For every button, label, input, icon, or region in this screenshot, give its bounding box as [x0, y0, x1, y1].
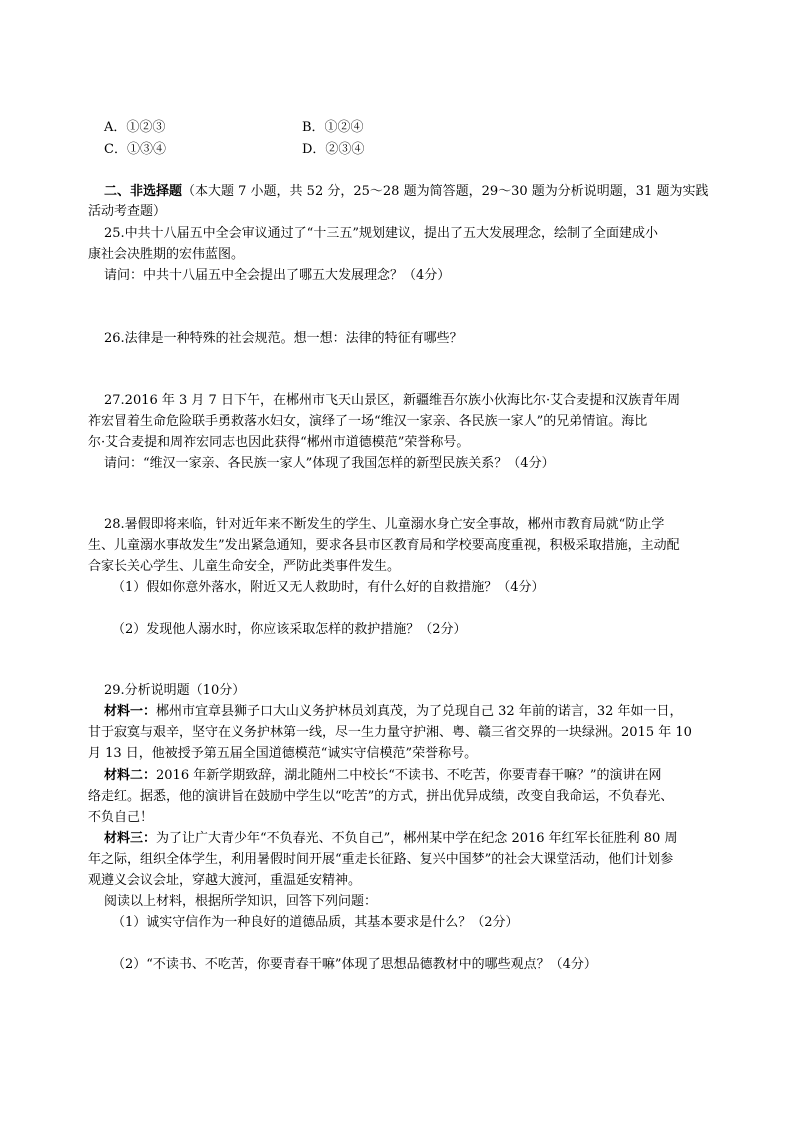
q29-material-1 [104, 701, 683, 722]
q28-subquestion-2: （2）发现他人溺水时，你应该采取怎样的救护措施？（2分） [112, 622, 467, 637]
q27-text: 27.2016 年 3 月 7 日下午，在郴州市飞天山景区，新疆维吾尔族小伙海比尔·艾合麦提和汉族青年周 [104, 393, 681, 408]
material-3-text: 为了让广大青少年“不负春光、不负自己”，郴州某中学在纪念 2016 年红军长征胜利 80 周 [156, 831, 678, 846]
q29-material-2-cont1: 络走红。据悉，他的演讲旨在鼓励中学生以“吃苦”的方式，拼出优异成绩，改变自我命运，不负春光、 [88, 789, 674, 804]
material-1-text: 郴州市宜章县狮子口大山义务护林员刘真茂，为了兑现自己 32 年前的诺言，32 年如一日， [156, 704, 683, 719]
material-2-text: 2016 年新学期致辞，湖北随州二中校长“不读书、不吃苦，你要青春干嘛？”的演讲在网 [156, 768, 662, 783]
q25-text: 25.中共十八届五中全会审议通过了“十三五”规划建议，提出了五大发展理念，绘制了全面建成小 [104, 226, 658, 241]
q28-text-cont1: 生、儿童溺水事故发生”发出紧急通知，要求各县市区教育局和学校要高度重视，积极采取措施，主动配 [88, 538, 680, 553]
q25-text-cont: 康社会决胜期的宏伟蓝图。 [88, 247, 245, 262]
material-3-label: 材料三： [104, 831, 157, 846]
choice-d: D．②③④ [302, 142, 365, 157]
q29-instruction: 阅读以上材料，根据所学知识，回答下列问题： [104, 894, 378, 909]
q27-text-cont2: 尔·艾合麦提和周祚宏同志也因此获得“郴州市道德模范”荣誉称号。 [88, 435, 470, 450]
q29-material-2-cont2: 不负自己！ [88, 810, 154, 825]
choice-a: A．①②③ [104, 120, 166, 135]
material-1-label: 材料一： [104, 704, 157, 719]
choice-c: C．①③④ [104, 142, 166, 157]
q28-subquestion-1: （1）假如你意外落水，附近又无人救助时，有什么好的自救措施？（4分） [112, 580, 545, 595]
choice-b: B．①②④ [302, 120, 364, 135]
section2-intro: （本大题 7 小题，共 52 分，25～28 题为简答题，29～30 题为分析说明题，31 题为实践 [182, 184, 709, 199]
q29-title: 29.分析说明题（10分） [104, 683, 246, 698]
q29-material-2 [104, 765, 662, 786]
q29-material-3-cont2: 观遵义会议会址，穿越大渡河，重温延安精神。 [88, 873, 362, 888]
section2-heading: 二、非选择题 [104, 184, 183, 199]
q29-material-1-cont2: 月 13 日，他被授予第五届全国道德模范“诚实守信模范”荣誉称号。 [88, 746, 478, 761]
section2-heading-line [104, 181, 708, 202]
q29-subquestion-2: （2）“不读书、不吃苦，你要青春干嘛”体现了思想品德教材中的哪些观点？（4分） [112, 957, 597, 972]
q26-question: 26.法律是一种特殊的社会规范。想一想：法律的特征有哪些？ [104, 331, 463, 346]
q27-question: 请问：“维汉一家亲、各民族一家人”体现了我国怎样的新型民族关系？（4分） [104, 456, 555, 471]
q29-material-3 [104, 828, 677, 849]
q28-text: 28.暑假即将来临，针对近年来不断发生的学生、儿童溺水身亡安全事故，郴州市教育局就“防止学 [104, 517, 665, 532]
q29-material-3-cont1: 年之际，组织全体学生，利用暑假时间开展“重走长征路、复兴中国梦”的社会大课堂活动，他们计划参 [88, 852, 674, 867]
q29-subquestion-1: （1）诚实守信作为一种良好的道德品质，其基本要求是什么？（2分） [112, 915, 519, 930]
section2-intro-cont: 活动考查题） [88, 204, 167, 219]
q28-text-cont2: 合家长关心学生、儿童生命安全，严防此类事件发生。 [88, 559, 401, 574]
material-2-label: 材料二： [104, 768, 157, 783]
q27-text-cont1: 祚宏冒着生命危险联手勇救落水妇女，演绎了一场“维汉一家亲、各民族一家人”的兄弟情谊。海比 [88, 414, 648, 429]
q29-material-1-cont1: 甘于寂寞与艰辛，坚守在义务护林第一线，尽一生力量守护湘、粤、赣三省交界的一块绿洲。2015 年 10 [88, 725, 692, 740]
q25-question: 请问：中共十八届五中全会提出了哪五大发展理念？（4分） [104, 268, 451, 283]
